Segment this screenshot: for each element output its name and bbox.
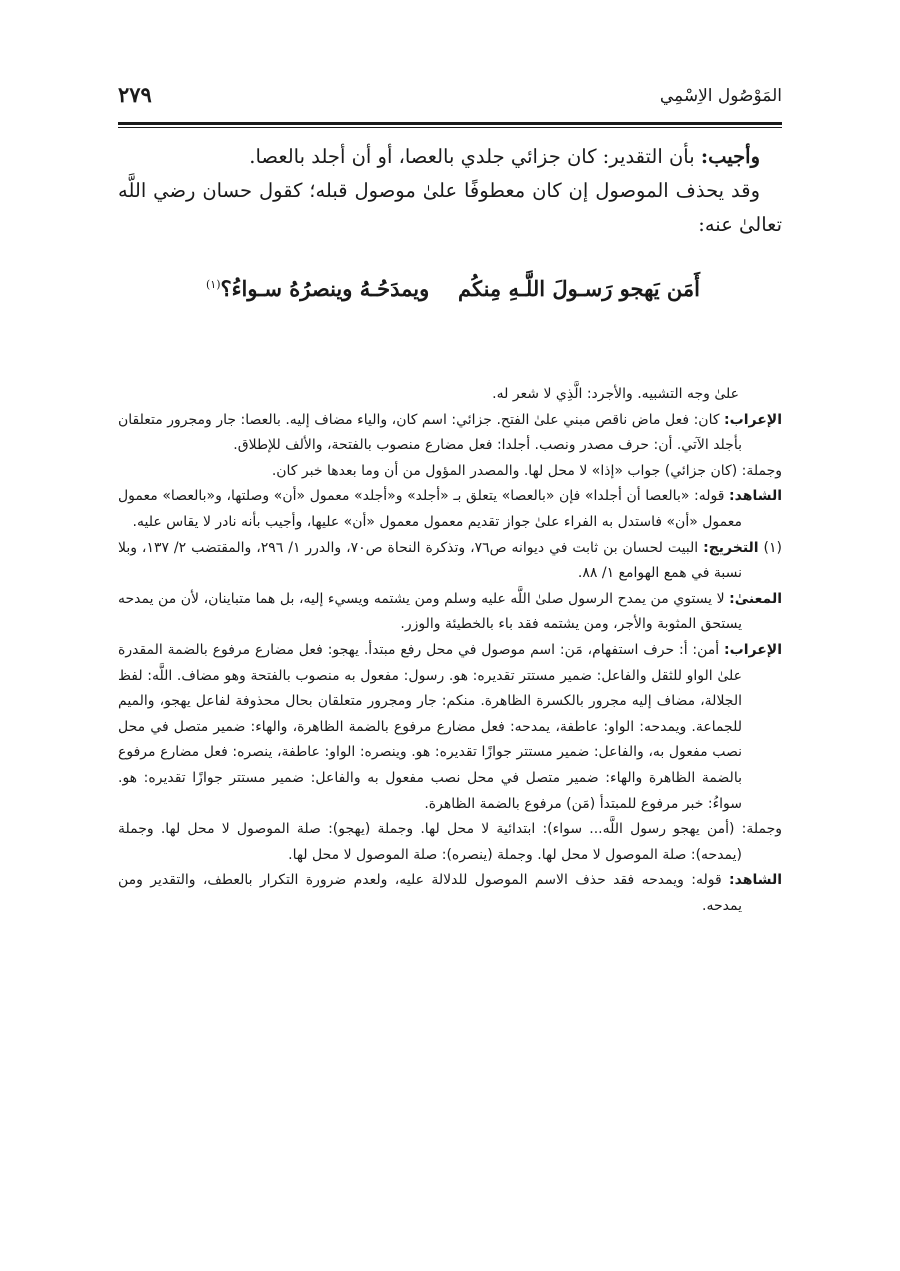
shahid-label: الشاهد:: [729, 488, 782, 505]
footnotes: [118, 382, 782, 919]
irab-text: كان: فعل ماض ناقص مبني علىٰ الفتح. جزائي: اسم كان، والياء مضاف إليه. بالعصا: جار ومجرور متعلقان بأجلد الآتي. أن: حرف مصدر ونصب. أجلدا: فعل مضارع منصوب بالفتحة، والألف للإطلاق.: [118, 411, 742, 454]
answer-label: وأجيب:: [700, 145, 760, 168]
footnote-jumla: وجملة: (كان جزائي) جواب «إذا» لا محل لها. والمصدر المؤول من أن وما بعدها خبر كان.: [271, 462, 782, 479]
irab-verse-text: أمن: أ: حرف استفهام، مَن: اسم موصول في محل رفع مبتدأ. يهجو: فعل مضارع مرفوع بالضمة المقدرة علىٰ الواو للثقل والفاعل: ضمير مستتر تقديره: هو. رسول: مفعول به منصوب بالفتحة وهو مضاف. اللَّه: لفظ الجلالة، مضاف إليه مجرور بالكسرة الظاهرة. منكم: جار ومجرور متعلقان بحال محذوفة لفاعل يهجو، والميم للجماعة. ويمدحه: الواو: عاطفة، يمدحه: فعل مضارع مرفوع بالضمة الظاهرة، والهاء: ضمير متصل في محل نصب مفعول به، والفاعل: ضمير مستتر جوازًا تقديره: هو. وينصره: الواو: عاطفة، ينصره: فعل مضارع مرفوع بالضمة الظاهرة والهاء: ضمير متصل في محل نصب مفعول به والفاعل: ضمير مستتر جوازًا تقديره: هو. سواءُ: خبر مرفوع للمبتدأ (مَن) مرفوع بالضمة الظاهرة.: [118, 641, 742, 812]
footnote-number: (١): [763, 539, 782, 556]
poetry-verse: [118, 276, 782, 316]
verse-hemistich-first: أَمَن يَهجو رَسـولَ اللَّـهِ مِنكُم: [458, 276, 700, 301]
footnote-continuation: علىٰ وجه التشبيه. والأجرد: الَّذِي لا شعر له.: [492, 386, 739, 402]
irab-label: الإعراب:: [724, 411, 782, 428]
irab-verse-label: الإعراب:: [724, 641, 782, 658]
answer-text: بأن التقدير: كان جزائي جلدي بالعصا، أو أن أجلد بالعصا.: [249, 145, 701, 168]
verse-hemistich-second: [206, 276, 429, 301]
takhrij-text: البيت لحسان بن ثابت في ديوانه ص٧٦، وتذكرة النحاة ص٧٠، والدرر ١/ ٢٩٦، والمقتضب ٢/ ١٣٧، وبلا نسبة في همع الهوامع ١/ ٨٨.: [118, 539, 742, 582]
shahid-verse-text: قوله: ويمدحه فقد حذف الاسم الموصول للدلالة عليه، ولعدم ضرورة التكرار بالعطف، والتقدير ومن يمدحه.: [118, 872, 742, 914]
meaning-label: المعنىٰ:: [729, 590, 782, 607]
running-header: [118, 78, 782, 118]
ellipsis-paragraph: وقد يحذف الموصول إن كان معطوفًا علىٰ موصول قبله؛ كقول حسان رضي اللَّه تعالىٰ عنه:: [118, 179, 782, 236]
footnote-jumla-verse: وجملة: (أمن يهجو رسول اللَّه... سواء): ابتدائية لا محل لها. وجملة (يهجو): صلة الموصول لا محل لها. وجملة (يمدحه): صلة الموصول لا محل لها. وجملة (ينصره): صلة الموصول لا محل لها.: [118, 821, 782, 863]
footnote-shahid-verse: [118, 868, 782, 919]
hemistich-second-text: ويمدَحُـهُ وينصرُهُ سـواءُ؟: [220, 276, 430, 301]
takhrij-label: التخريج:: [703, 539, 759, 556]
answer-paragraph: [118, 140, 782, 174]
meaning-text: لا يستوي من يمدح الرسول صلىٰ اللَّه عليه وسلم ومن يشتمه ويسيء إليه، بل هما متباينان، لأن من يمدحه يستحق المثوبة والأجر، ومن يشتمه فقد باء بالخطيئة والوزر.: [118, 590, 742, 633]
footnote-shahid: [118, 484, 782, 535]
shahid-text: قوله: «بالعصا أن أجلدا» فإن «بالعصا» يتعلق بـ «أجلد» و«أجلد» معمول «أن» وصلتها، و«بالعصا» معمول معمول «أن» فاستدل به الفراء علىٰ جواز تقديم معمول معمول «أن» عليها، وأجيب بأنه نادر لا يقاس عليه.: [118, 488, 742, 530]
footnote-irab-verse: [118, 638, 782, 817]
header-rule-thick: [118, 122, 782, 125]
footnote-marker: (١): [206, 278, 221, 291]
main-text: [118, 140, 782, 242]
footnote-irab: [118, 408, 782, 459]
footnote-meaning: [118, 587, 782, 638]
shahid-verse-label: الشاهد:: [729, 872, 782, 889]
footnote-1-takhrij: [118, 536, 782, 587]
header-rule-thin: [118, 127, 782, 128]
page-number: ٢٧٩: [118, 82, 152, 107]
header-title: المَوْصُول الاِسْمِي: [659, 86, 782, 106]
